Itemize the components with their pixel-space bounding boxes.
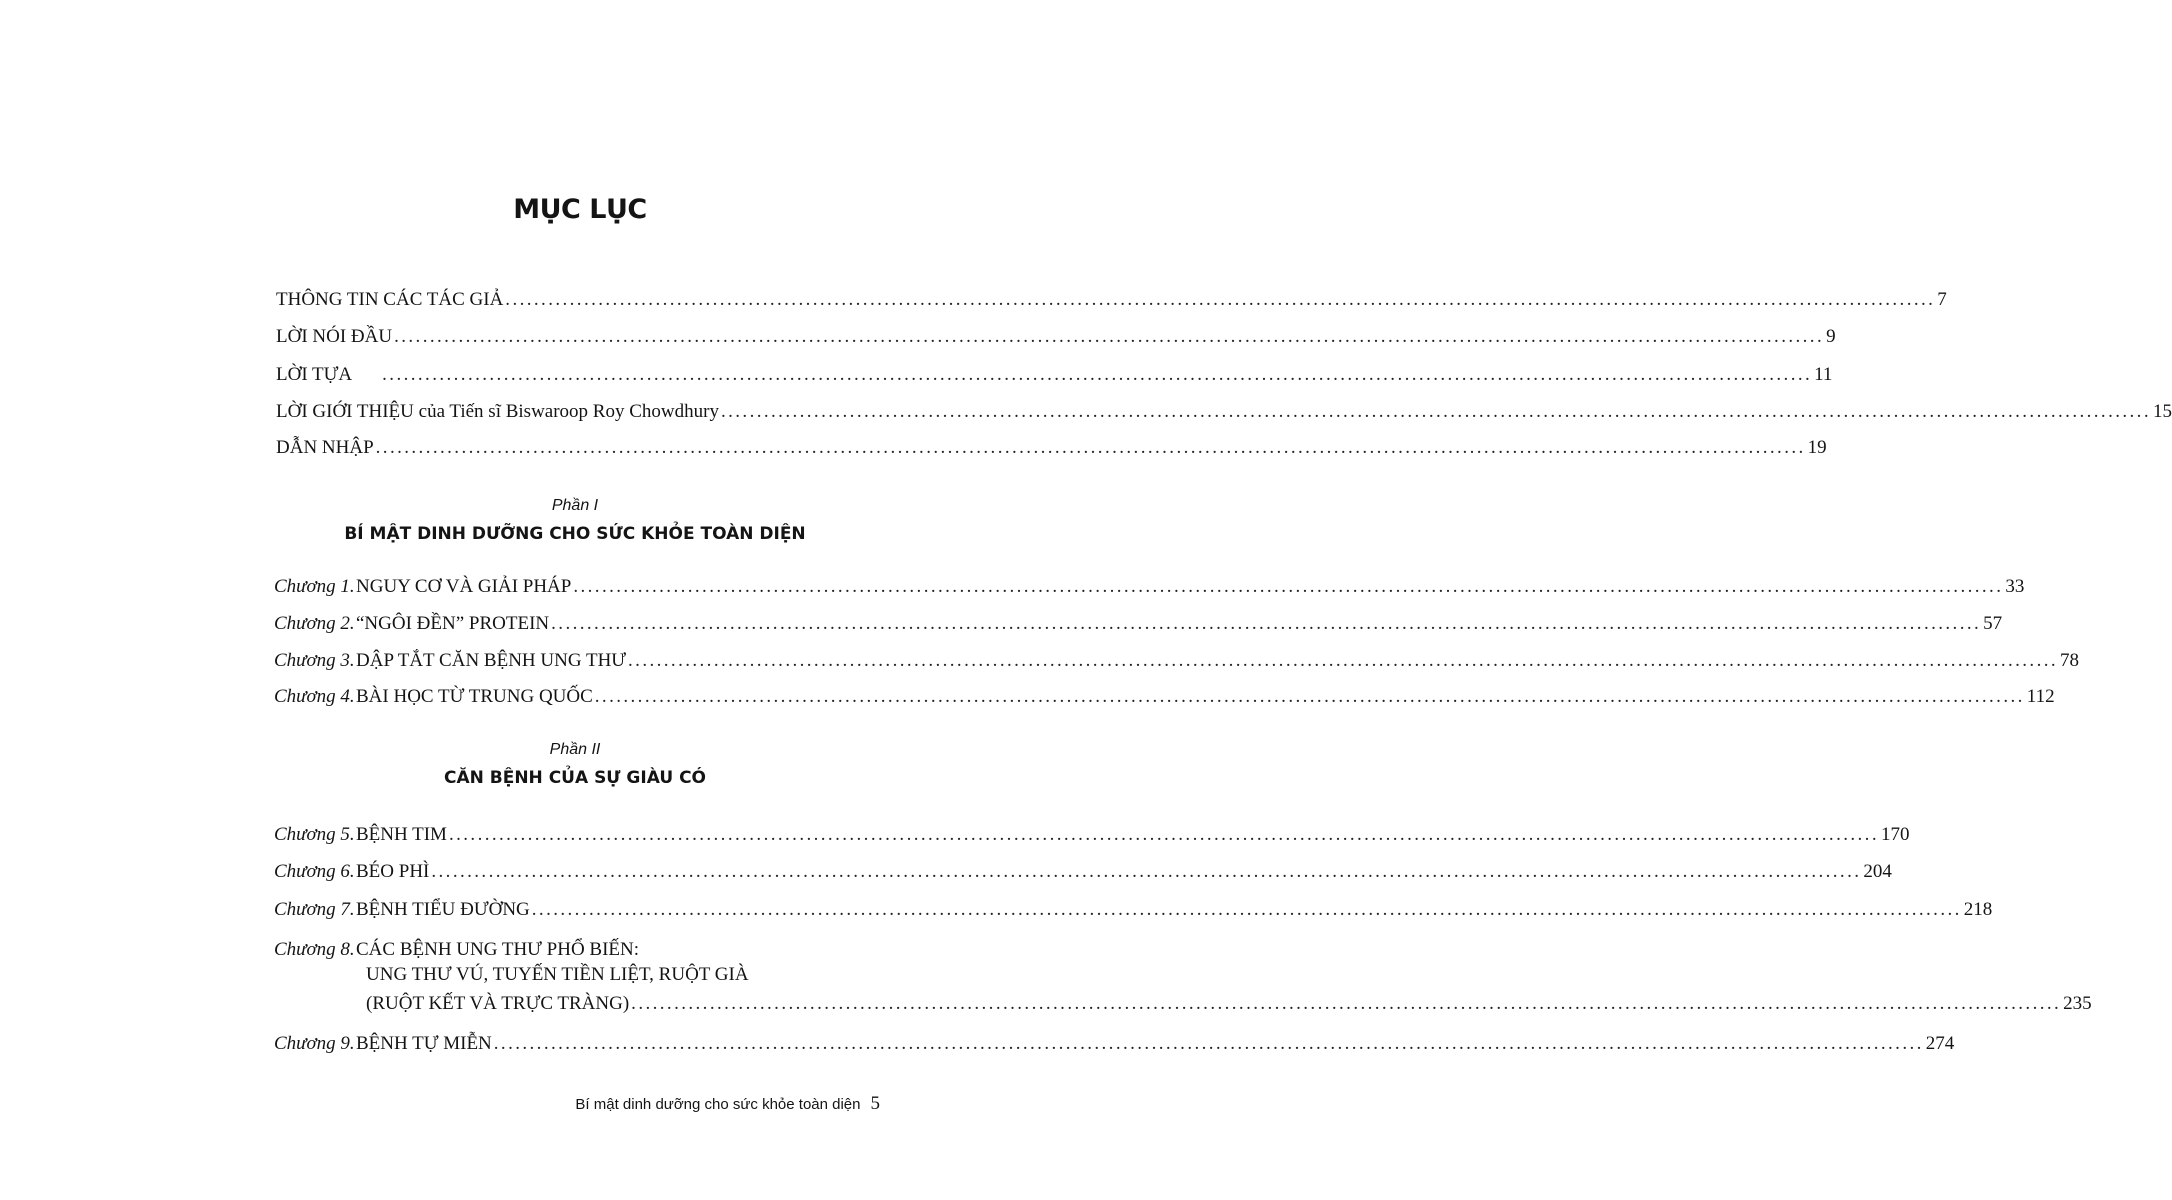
chapter-tag: Chương 4.	[274, 686, 355, 707]
chapter-entry[interactable]	[274, 899, 1993, 921]
chapter-entry[interactable]	[274, 576, 2025, 598]
toc-entry[interactable]	[276, 437, 1827, 459]
entry-label: THÔNG TIN CÁC TÁC GIẢ	[276, 289, 504, 310]
entry-page: 7	[1937, 289, 1947, 310]
chapter-tag: Chương 2.	[274, 613, 355, 634]
entry-label: LỜI NÓI ĐẦU	[276, 326, 393, 347]
chapter-tag: Chương 9.	[274, 1033, 355, 1054]
chapter-title: DẬP TẮT CĂN BỆNH UNG THƯ	[356, 650, 627, 671]
chapter-page: 57	[1983, 613, 2003, 634]
chapter-title: BỆNH TỰ MIỄN	[356, 1033, 492, 1054]
chapter-tag: Chương 6.	[274, 861, 355, 882]
toc-entry[interactable]	[276, 289, 1947, 311]
toc-entry[interactable]	[276, 326, 1836, 348]
dot-leader: ........................................................................................................................................................................................................	[594, 686, 2025, 707]
dot-leader: ........................................................................................................................................................................................................	[375, 437, 1806, 458]
chapter-page: 218	[1963, 899, 1993, 920]
chapter-entry[interactable]	[274, 861, 1892, 883]
chapter-title-line: UNG THƯ VÚ, TUYẾN TIỀN LIỆT, RUỘT GIÀ	[366, 964, 749, 985]
entry-page: 11	[1814, 364, 1833, 385]
chapter-title-line: (RUỘT KẾT VÀ TRỰC TRÀNG)	[366, 993, 630, 1014]
chapter-entry[interactable]	[274, 613, 2003, 635]
chapter-entry-continued[interactable]	[366, 993, 2092, 1015]
dot-leader: ........................................................................................................................................................................................................	[628, 650, 2059, 671]
dot-leader: ........................................................................................................................................................................................................	[631, 993, 2062, 1014]
chapter-title: NGUY CƠ VÀ GIẢI PHÁP	[356, 576, 572, 597]
chapter-page: 204	[1863, 861, 1892, 882]
page-number: 5	[870, 1093, 880, 1114]
chapter-page: 274	[1925, 1033, 1955, 1054]
entry-label: LỜI GIỚI THIỆU của Tiến sĩ Biswaroop Roy Chowdhury	[276, 401, 719, 422]
dot-leader: ........................................................................................................................................................................................................	[573, 576, 2004, 597]
toc-title: MỤC LỤC	[513, 194, 647, 225]
running-footer	[560, 1093, 880, 1115]
chapter-tag: Chương 5.	[274, 824, 355, 845]
chapter-page: 170	[1880, 824, 1910, 845]
chapter-title: BÉO PHÌ	[356, 861, 430, 882]
dot-leader: ........................................................................................................................................................................................................	[493, 1033, 1924, 1054]
entry-label: LỜI TỰA	[276, 364, 353, 385]
chapter-page: 235	[2063, 993, 2092, 1014]
chapter-page: 78	[2060, 650, 2080, 671]
toc-entry[interactable]	[276, 401, 2172, 423]
chapter-title: “NGÔI ĐỀN” PROTEIN	[356, 613, 550, 634]
part-title: BÍ MẬT DINH DƯỠNG CHO SỨC KHỎE TOÀN DIỆN	[344, 524, 806, 544]
dot-leader: ........................................................................................................................................................................................................	[431, 861, 1862, 882]
chapter-title: BÀI HỌC TỪ TRUNG QUỐC	[356, 686, 593, 707]
part-title: CĂN BỆNH CỦA SỰ GIÀU CÓ	[443, 768, 706, 788]
chapter-entry[interactable]	[274, 1033, 1955, 1055]
entry-page: 15	[2152, 401, 2172, 422]
entry-page: 9	[1826, 326, 1836, 347]
dot-leader: ........................................................................................................................................................................................................	[551, 613, 1982, 634]
chapter-tag: Chương 1.	[274, 576, 355, 597]
entry-label: DẪN NHẬP	[276, 437, 374, 458]
dot-leader: ........................................................................................................................................................................................................	[448, 824, 1879, 845]
dot-leader: ........................................................................................................................................................................................................	[720, 401, 2151, 422]
chapter-title-line: CÁC BỆNH UNG THƯ PHỔ BIẾN:	[356, 939, 640, 960]
chapter-title: BỆNH TIM	[356, 824, 447, 845]
dot-leader: ........................................................................................................................................................................................................	[505, 289, 1936, 310]
chapter-page: 33	[2005, 576, 2025, 597]
entry-page: 19	[1807, 437, 1827, 458]
dot-leader: ........................................................................................................................................................................................................	[394, 326, 1825, 347]
chapter-entry[interactable]	[274, 650, 2080, 672]
chapter-entry[interactable]	[274, 939, 876, 961]
part-label: Phần II	[549, 741, 601, 758]
part-label: Phần I	[551, 497, 599, 514]
running-title: Bí mật dinh dưỡng cho sức khỏe toàn diện	[575, 1096, 861, 1113]
chapter-entry[interactable]	[274, 824, 1910, 846]
dot-leader: ........................................................................................................................................................................................................	[382, 364, 1813, 385]
chapter-page: 112	[2026, 686, 2055, 707]
toc-entry[interactable]	[276, 364, 1833, 386]
chapter-tag: Chương 3.	[274, 650, 355, 671]
dot-leader: ........................................................................................................................................................................................................	[531, 899, 1962, 920]
chapter-tag: Chương 7.	[274, 899, 355, 920]
chapter-tag: Chương 8.	[274, 939, 355, 960]
chapter-title: BỆNH TIỂU ĐƯỜNG	[356, 899, 530, 920]
chapter-entry[interactable]	[274, 686, 2055, 708]
